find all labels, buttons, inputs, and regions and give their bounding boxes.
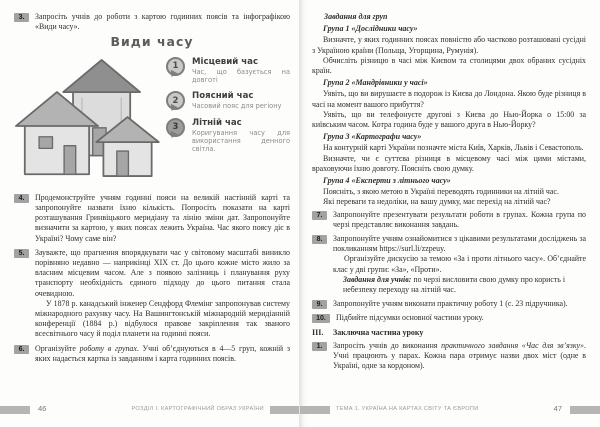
group-paragraph: Поясніть, з якою метою в Україні переводять годинники на літній час. <box>323 187 559 197</box>
houses-illustration <box>14 51 166 188</box>
page-number: 47 <box>553 404 562 414</box>
time-types-infographic <box>14 34 290 187</box>
item-number-badge: 3. <box>14 13 29 22</box>
time-type-label: Поясний час <box>192 91 254 102</box>
footer-chapter-title: ТЕМА 1. УКРАЇНА НА КАРТАХ СВІТУ ТА ЄВРОПИ <box>336 406 479 413</box>
instruction-item-6 <box>14 344 290 364</box>
instruction-item-3 <box>14 12 290 32</box>
item-number-badge: 6. <box>14 345 29 354</box>
footer-bar-outer <box>0 406 30 414</box>
item-text: Продемонструйте учням годинні пояси на великій настінній карті та запропонуйте назвати їхню кількість. Попросіть показати на карті розташування Гринвіцького меридіану та лінію зміни дат. Запропонуйте визначити за картою, у яких поясах лежить Україна. Час якого поясу діє в Україні? Чому саме він? <box>35 192 290 243</box>
group-paragraph: Які переваги та недоліки, на вашу думку, має перехід на літній час? <box>323 197 551 207</box>
group-tasks-heading: Завдання для груп <box>324 12 388 21</box>
group-block-3 <box>312 132 586 174</box>
instruction-item-5 <box>14 248 290 340</box>
group-paragraph: Уявіть, що ви вирушаєте в подорож із Києва до Лондона. Якою буде різниця в часі на момент вашого прибуття? <box>312 89 586 109</box>
section-heading-title: Заключна частина уроку <box>333 327 424 337</box>
group-title: Група 1 «Дослідники часу» <box>323 24 418 34</box>
instruction-item-8 <box>312 234 586 295</box>
item-number-badge: 1. <box>312 342 327 351</box>
group-title: Група 2 «Мандрівники у часі» <box>323 78 428 88</box>
footer-chapter-title: РОЗДІЛ І. КАРТОГРАФІЧНИЙ ОБРАЗ УКРАЇНИ <box>131 406 264 413</box>
item-text: Запропонуйте презентувати результати роботи в групах. Кожна група по черзі представляє виконання завдань. <box>333 209 586 229</box>
item-paragraph: У 1878 р. канадський інженер Сендфорд Флемінг запропонував систему міжнародного рахунку часу. На Вашингтонській міжнародній меридіанній конференції (1884 р.) відбулося правове закріплення так званого всесвітнього часу й поділ планети на годинні пояси. <box>35 298 290 339</box>
time-type-label: Літній час <box>192 117 242 128</box>
item-text: Підбийте підсумки основної частини уроку. <box>336 313 484 323</box>
pin-1-icon: 1 <box>166 57 185 76</box>
item-number-badge: 9. <box>312 300 327 309</box>
time-type-label: Місцевий час <box>192 56 259 67</box>
group-title: Група 3 «Картографи часу» <box>323 132 422 142</box>
group-block-2 <box>312 78 586 130</box>
item-paragraph: Зауважте, що прагнення впорядкувати час у світовому масштабі виникло порівняно недавно — наприкінці XIX ст. До цього кожне місто жило за власним місцевим часом. Але з появою залізниць і планування руху транспорту необхідність єдиного підходу до цього питання стала очевидною. <box>35 247 290 298</box>
item-number-badge: 8. <box>312 235 327 244</box>
item-number-badge: 5. <box>14 249 29 258</box>
group-title: Група 4 «Експерти з літнього часу» <box>323 176 451 186</box>
instruction-item-9 <box>312 299 586 309</box>
infographic-entries <box>166 51 290 154</box>
group-paragraph: Уявіть, що ви телефонуєте другові з Києва до Нью-Йорка о 15:00 за київським часом. Котра година буде у вашого друга в Нью-Йорку? <box>312 109 586 130</box>
pin-2-icon: 2 <box>166 91 185 110</box>
emphasized-phrase: роботу в групах <box>79 343 137 353</box>
group-paragraph: Визначте, у яких годинних поясах повністю або частково розташовані сусідні з Україною країни (Польща, Угорщина, Румунія). <box>312 35 586 55</box>
infographic-entry-zone-time <box>166 91 290 110</box>
infographic-entry-local-time <box>166 57 290 85</box>
instruction-item-10 <box>312 313 586 323</box>
group-block-4 <box>312 176 586 208</box>
item-text: Організуйте роботу в групах. Учні об’єднуються в 4—5 груп, кожній з яких надається картка із завданням і карта годинних поясів. <box>35 343 290 363</box>
group-block-1 <box>312 24 586 76</box>
item-text: Запропонуйте учням виконати практичну роботу 1 (с. 23 підручника). <box>333 299 568 309</box>
item-text: Запросіть учнів до роботи з картою годинних поясів та інфографікою «Види часу». <box>35 12 290 32</box>
item-paragraph: Запропонуйте учням ознайомитися з цікавими результатами досліджень за покликанням https://surl.li/zzpeuy. <box>333 234 586 254</box>
footer-left-page <box>0 405 300 414</box>
footer-right-page <box>300 405 600 414</box>
time-type-description: Часовий пояс для регіону <box>192 102 282 111</box>
instruction-item-1-final <box>312 341 586 372</box>
group-paragraph: Обчисліть різницю в часі між Києвом та столицями двох обраних сусідніх країн. <box>312 55 586 76</box>
students-task-label: Завдання для учнів: <box>343 274 412 284</box>
item-number-badge: 4. <box>14 194 29 203</box>
time-type-description: Час, що базується на довготі <box>192 67 290 85</box>
footer-bar-outer <box>570 406 600 414</box>
instruction-item-4 <box>14 193 290 244</box>
section-roman-numeral: III. <box>312 327 324 337</box>
footer-bar-spine <box>270 406 300 414</box>
page-right <box>300 0 600 427</box>
instruction-item-7 <box>312 210 586 230</box>
group-paragraph: На контурній карті України позначте міста Київ, Харків, Львів і Севастополь. <box>323 143 584 153</box>
item-number-badge: 7. <box>312 211 327 220</box>
item-number-badge: 10. <box>312 314 330 323</box>
item-paragraph: Організуйте дискусію за темою «За і проти літнього часу». Об’єднайте клас у дві групи: «За», «Проти». <box>333 254 586 274</box>
infographic-title: Види часу <box>110 34 194 50</box>
section-heading-final-part <box>312 328 586 338</box>
infographic-entry-summer-time <box>166 118 290 154</box>
page-number: 46 <box>38 404 47 414</box>
pin-3-icon: 3 <box>166 118 185 137</box>
item-text: Запросіть учнів до виконання практичного завдання «Час для зв’язку». Учні працюють у парах. Кожна пара отримує назви двох міст (одне в Україні, одне за кордоном). <box>333 340 586 371</box>
emphasized-phrase: практичного завдання «Час для зв’язку» <box>441 340 585 350</box>
footer-bar-spine <box>300 406 330 414</box>
time-type-description: Коригування часу для використання денного світла. <box>192 128 290 154</box>
group-paragraph: Визначте, чи є суттєва різниця в місцевому часі між цими містами, враховуючи їхню довготу. Поясніть свою думку. <box>312 153 586 173</box>
item-paragraph: Завдання для учнів: по черзі висловити свою думку про користь і небезпеку переходу на літній час. <box>343 274 566 295</box>
